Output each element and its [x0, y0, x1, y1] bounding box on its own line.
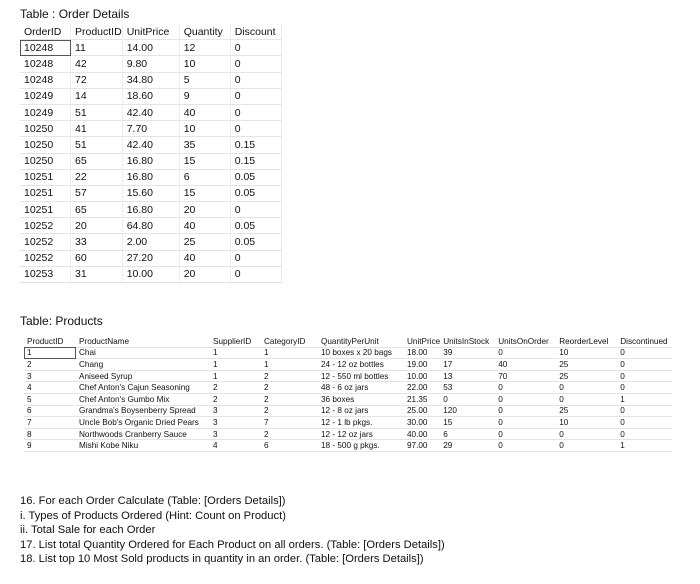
table-cell[interactable]: 10	[556, 347, 617, 359]
table-cell[interactable]: 0	[440, 393, 495, 405]
table-cell[interactable]: 0	[230, 250, 281, 266]
question-18: 18. List top 10 Most Sold products in quantity in an order. (Table: [Orders Details])	[20, 553, 424, 566]
table-cell[interactable]: 16.80	[122, 153, 179, 169]
products-row[interactable]	[24, 370, 672, 382]
table-cell[interactable]: 4	[210, 440, 261, 452]
order-details-row[interactable]	[20, 218, 281, 234]
col-header-supplierid[interactable]: SupplierID	[210, 336, 261, 347]
table-cell[interactable]: 6	[24, 405, 76, 417]
table-cell[interactable]: 0.05	[230, 185, 281, 201]
table-cell[interactable]: 57	[71, 185, 123, 201]
table-cell[interactable]: 10.00	[404, 370, 440, 382]
table-cell[interactable]: 10248	[20, 40, 71, 56]
table-cell[interactable]: 31	[71, 266, 123, 282]
table-cell[interactable]: 10248	[20, 56, 71, 72]
table-cell[interactable]: 2	[24, 359, 76, 371]
col-header-unitsinstock[interactable]: UnitsInStock	[440, 336, 495, 347]
products-header-row	[24, 336, 672, 347]
table-cell[interactable]: 0	[617, 382, 672, 394]
order-details-row[interactable]	[20, 56, 281, 72]
table-cell[interactable]: 1	[261, 359, 318, 371]
table-cell[interactable]: 33	[71, 234, 123, 250]
table-cell[interactable]: 0	[230, 202, 281, 218]
table-cell[interactable]: 7.70	[122, 121, 179, 137]
col-header-unitprice[interactable]: UnitPrice	[404, 336, 440, 347]
table-cell[interactable]: 42	[71, 56, 123, 72]
table-cell[interactable]: 1	[210, 347, 261, 359]
table-cell[interactable]: 10250	[20, 137, 71, 153]
table-cell[interactable]: 22	[71, 169, 123, 185]
order-details-row[interactable]	[20, 137, 281, 153]
col-header-discontinued[interactable]: Discontinued	[617, 336, 672, 347]
table-cell[interactable]: 72	[71, 72, 123, 88]
table-cell[interactable]: 3	[24, 370, 76, 382]
table-cell[interactable]: 0	[617, 370, 672, 382]
table-cell[interactable]: 0.15	[230, 137, 281, 153]
table-cell[interactable]: 1	[210, 370, 261, 382]
table-cell[interactable]: 30.00	[404, 417, 440, 429]
table-cell[interactable]: 19.00	[404, 359, 440, 371]
table-cell[interactable]: 2	[261, 382, 318, 394]
order-details-title: Table : Order Details	[20, 7, 130, 21]
table-cell[interactable]: 9	[24, 440, 76, 452]
col-header-categoryid[interactable]: CategoryID	[261, 336, 318, 347]
table-cell[interactable]: 1	[617, 393, 672, 405]
table-cell[interactable]: 42.40	[122, 104, 179, 120]
table-cell[interactable]: 0	[617, 417, 672, 429]
col-header-reorderlevel[interactable]: ReorderLevel	[556, 336, 617, 347]
table-cell[interactable]: 0	[617, 347, 672, 359]
table-cell[interactable]: 40	[179, 104, 230, 120]
table-cell[interactable]: 2	[210, 382, 261, 394]
table-cell[interactable]: 9.80	[122, 56, 179, 72]
table-cell[interactable]: 120	[440, 405, 495, 417]
table-cell[interactable]: Mishi Kobe Niku	[76, 440, 210, 452]
table-cell[interactable]: 7	[24, 417, 76, 429]
table-cell[interactable]: 10 boxes x 20 bags	[318, 347, 404, 359]
table-cell[interactable]: 64.80	[122, 218, 179, 234]
products-row[interactable]	[24, 428, 672, 440]
table-cell[interactable]: 10	[179, 121, 230, 137]
table-cell[interactable]: 29	[440, 440, 495, 452]
table-cell[interactable]: 4	[24, 382, 76, 394]
table-cell[interactable]: Northwoods Cranberry Sauce	[76, 428, 210, 440]
table-cell[interactable]: 5	[24, 393, 76, 405]
table-cell[interactable]: 10.00	[122, 266, 179, 282]
table-cell[interactable]: 16.80	[122, 202, 179, 218]
table-cell[interactable]: 10251	[20, 169, 71, 185]
table-cell[interactable]: 12 - 8 oz jars	[318, 405, 404, 417]
table-cell[interactable]: 0	[230, 40, 281, 56]
col-header-unitprice[interactable]: UnitPrice	[122, 24, 179, 40]
table-cell[interactable]: 0	[495, 393, 556, 405]
order-details-row[interactable]	[20, 202, 281, 218]
table-cell[interactable]: 41	[71, 121, 123, 137]
col-header-discount[interactable]: Discount	[230, 24, 281, 40]
table-cell[interactable]: 60	[71, 250, 123, 266]
table-cell[interactable]: 0	[617, 405, 672, 417]
table-cell[interactable]: 3	[210, 417, 261, 429]
col-header-unitsonorder[interactable]: UnitsOnOrder	[495, 336, 556, 347]
table-cell[interactable]: 25.00	[404, 405, 440, 417]
products-row[interactable]	[24, 393, 672, 405]
table-cell[interactable]: 40	[179, 218, 230, 234]
col-header-quantity[interactable]: Quantity	[179, 24, 230, 40]
table-cell[interactable]: 0	[230, 72, 281, 88]
table-cell[interactable]: 6	[179, 169, 230, 185]
table-cell[interactable]: 25	[179, 234, 230, 250]
table-cell[interactable]: 0	[230, 104, 281, 120]
table-cell[interactable]: 65	[71, 202, 123, 218]
table-cell[interactable]: 10248	[20, 72, 71, 88]
table-cell[interactable]: 10250	[20, 121, 71, 137]
table-cell[interactable]: 2.00	[122, 234, 179, 250]
table-cell[interactable]: 22.00	[404, 382, 440, 394]
products-row[interactable]	[24, 440, 672, 452]
table-cell[interactable]: 51	[71, 137, 123, 153]
table-cell[interactable]: 24 - 12 oz bottles	[318, 359, 404, 371]
products-title: Table: Products	[20, 314, 103, 328]
col-header-productid[interactable]: ProductID	[71, 24, 123, 40]
table-cell[interactable]: 18 - 500 g pkgs.	[318, 440, 404, 452]
table-cell[interactable]: 15	[440, 417, 495, 429]
products-row[interactable]	[24, 359, 672, 371]
table-cell[interactable]: 0.15	[230, 153, 281, 169]
table-cell[interactable]: 51	[71, 104, 123, 120]
table-cell[interactable]: 1	[617, 440, 672, 452]
table-cell[interactable]: 9	[179, 88, 230, 104]
table-cell[interactable]: 0.05	[230, 234, 281, 250]
table-cell[interactable]: 12 - 550 ml bottles	[318, 370, 404, 382]
order-details-row[interactable]	[20, 72, 281, 88]
table-cell[interactable]: Aniseed Syrup	[76, 370, 210, 382]
table-cell[interactable]: 17	[440, 359, 495, 371]
table-cell[interactable]: 0	[495, 405, 556, 417]
table-cell[interactable]: 0	[556, 382, 617, 394]
order-details-row[interactable]	[20, 250, 281, 266]
order-details-row[interactable]	[20, 121, 281, 137]
table-cell[interactable]: 25	[556, 359, 617, 371]
table-cell[interactable]: 11	[71, 40, 123, 56]
table-cell[interactable]: 12 - 1 lb pkgs.	[318, 417, 404, 429]
table-cell[interactable]: 0	[495, 347, 556, 359]
table-cell[interactable]: 0	[495, 428, 556, 440]
assignment-questions	[20, 494, 445, 567]
table-cell[interactable]: 0	[617, 428, 672, 440]
table-cell[interactable]: 14	[71, 88, 123, 104]
products-row[interactable]	[24, 382, 672, 394]
table-cell[interactable]: 10251	[20, 185, 71, 201]
table-cell[interactable]: 0.05	[230, 169, 281, 185]
table-cell[interactable]: 0	[495, 440, 556, 452]
table-cell[interactable]: 13	[440, 370, 495, 382]
table-cell[interactable]: 3	[210, 428, 261, 440]
table-cell[interactable]: 10249	[20, 88, 71, 104]
col-header-orderid[interactable]: OrderID	[20, 24, 71, 40]
order-details-row[interactable]	[20, 185, 281, 201]
question-16: 16. For each Order Calculate (Table: [Orders Details])	[20, 495, 286, 507]
table-cell[interactable]: 20	[71, 218, 123, 234]
table-cell[interactable]: 10253	[20, 266, 71, 282]
table-cell[interactable]: 2	[261, 393, 318, 405]
order-details-row[interactable]	[20, 169, 281, 185]
table-cell[interactable]: 10249	[20, 104, 71, 120]
table-cell[interactable]: 65	[71, 153, 123, 169]
table-cell[interactable]: 15	[179, 185, 230, 201]
question-17: 17. List total Quantity Ordered for Each Product on all orders. (Table: [Orders Details])	[20, 538, 445, 551]
table-cell[interactable]: 3	[210, 405, 261, 417]
table-cell[interactable]: Chef Anton's Cajun Seasoning	[76, 382, 210, 394]
table-cell[interactable]: 36 boxes	[318, 393, 404, 405]
table-cell[interactable]: 0	[617, 359, 672, 371]
table-cell[interactable]: Chef Anton's Gumbo Mix	[76, 393, 210, 405]
table-cell[interactable]: 16.80	[122, 169, 179, 185]
table-cell[interactable]: 53	[440, 382, 495, 394]
table-cell[interactable]: 2	[261, 405, 318, 417]
table-cell[interactable]: 40	[495, 359, 556, 371]
table-cell[interactable]: 2	[261, 428, 318, 440]
table-cell[interactable]: 14.00	[122, 40, 179, 56]
table-cell[interactable]: 0	[495, 417, 556, 429]
table-cell[interactable]: 12 - 12 oz jars	[318, 428, 404, 440]
table-cell[interactable]: 15.60	[122, 185, 179, 201]
table-cell[interactable]: 0	[556, 428, 617, 440]
products-row[interactable]	[24, 405, 672, 417]
table-cell[interactable]: 0	[230, 121, 281, 137]
table-cell[interactable]: 10	[179, 56, 230, 72]
table-cell[interactable]: 6	[440, 428, 495, 440]
table-cell[interactable]: 34.80	[122, 72, 179, 88]
products-row[interactable]	[24, 417, 672, 429]
table-cell[interactable]: 1	[261, 347, 318, 359]
table-cell[interactable]: 2	[210, 393, 261, 405]
table-cell[interactable]: 10252	[20, 234, 71, 250]
order-details-header-row	[20, 24, 281, 40]
table-cell[interactable]: 10252	[20, 250, 71, 266]
table-cell[interactable]: 15	[179, 153, 230, 169]
table-cell[interactable]: 25	[556, 405, 617, 417]
order-details-row[interactable]	[20, 266, 281, 282]
order-details-row[interactable]	[20, 234, 281, 250]
order-details-row[interactable]	[20, 104, 281, 120]
table-cell[interactable]: 40	[179, 250, 230, 266]
table-cell[interactable]: Chang	[76, 359, 210, 371]
table-cell[interactable]: 97.00	[404, 440, 440, 452]
table-cell[interactable]: 10252	[20, 218, 71, 234]
table-cell[interactable]: 42.40	[122, 137, 179, 153]
table-cell[interactable]: 21.35	[404, 393, 440, 405]
question-16-part-i: i. Types of Products Ordered (Hint: Count on Product)	[20, 509, 286, 522]
table-cell[interactable]: 18.00	[404, 347, 440, 359]
table-cell[interactable]: 39	[440, 347, 495, 359]
table-cell[interactable]: 18.60	[122, 88, 179, 104]
table-cell[interactable]: 10	[556, 417, 617, 429]
table-cell[interactable]: 0	[230, 266, 281, 282]
order-details-row[interactable]	[20, 153, 281, 169]
table-cell[interactable]: 20	[179, 266, 230, 282]
table-cell[interactable]: 1	[210, 359, 261, 371]
question-16-part-ii: ii. Total Sale for each Order	[20, 524, 156, 537]
table-cell[interactable]: 5	[179, 72, 230, 88]
table-cell[interactable]: 2	[261, 370, 318, 382]
table-cell[interactable]: 0	[556, 393, 617, 405]
table-cell[interactable]: 0.05	[230, 218, 281, 234]
table-cell[interactable]: 10250	[20, 153, 71, 169]
col-header-productid[interactable]: ProductID	[24, 336, 76, 347]
col-header-productname[interactable]: ProductName	[76, 336, 210, 347]
products-table	[24, 336, 672, 452]
table-cell[interactable]: 20	[179, 202, 230, 218]
table-cell[interactable]: Uncle Bob's Organic Dried Pears	[76, 417, 210, 429]
table-cell[interactable]: 0	[556, 440, 617, 452]
table-cell[interactable]: Chai	[76, 347, 210, 359]
table-cell[interactable]: 1	[24, 347, 76, 359]
order-details-row[interactable]	[20, 88, 281, 104]
table-cell[interactable]: 10251	[20, 202, 71, 218]
table-cell[interactable]: 40.00	[404, 428, 440, 440]
order-details-table	[20, 24, 282, 283]
table-cell[interactable]: 0	[230, 56, 281, 72]
table-cell[interactable]: Grandma's Boysenberry Spread	[76, 405, 210, 417]
col-header-quantityperunit[interactable]: QuantityPerUnit	[318, 336, 404, 347]
table-cell[interactable]: 7	[261, 417, 318, 429]
order-details-row[interactable]	[20, 40, 281, 56]
table-cell[interactable]: 8	[24, 428, 76, 440]
table-cell[interactable]: 0	[495, 382, 556, 394]
table-cell[interactable]: 25	[556, 370, 617, 382]
products-row[interactable]	[24, 347, 672, 359]
table-cell[interactable]: 12	[179, 40, 230, 56]
table-cell[interactable]: 27.20	[122, 250, 179, 266]
table-cell[interactable]: 48 - 6 oz jars	[318, 382, 404, 394]
table-cell[interactable]: 0	[230, 88, 281, 104]
table-cell[interactable]: 6	[261, 440, 318, 452]
table-cell[interactable]: 35	[179, 137, 230, 153]
table-cell[interactable]: 70	[495, 370, 556, 382]
